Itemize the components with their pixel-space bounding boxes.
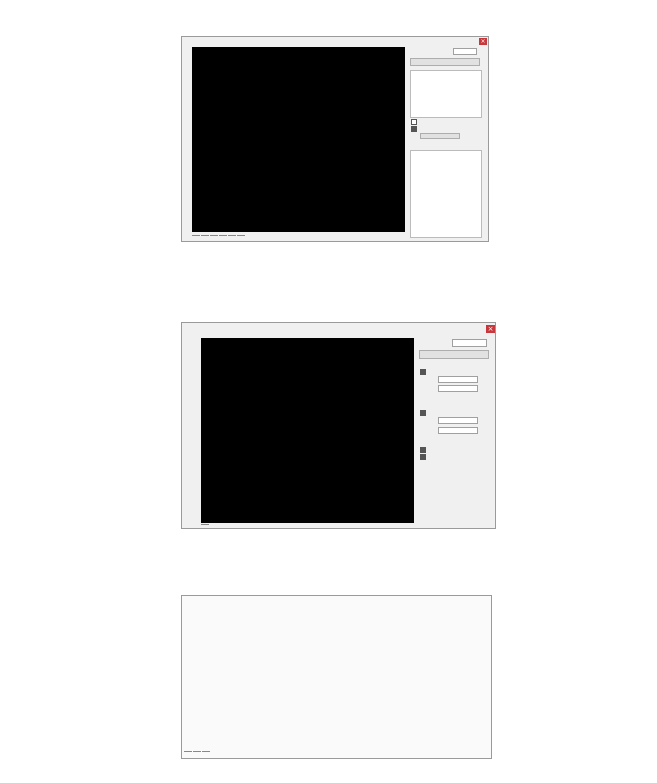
amp-q-max-input[interactable] <box>438 417 478 424</box>
checkbox-checked-icon <box>420 454 426 460</box>
constellation-auto-set-button[interactable] <box>419 350 489 359</box>
amp-q-min-input[interactable] <box>438 427 478 434</box>
tab-q-factor[interactable] <box>201 235 209 236</box>
checkbox-icon <box>411 119 417 125</box>
tab-min-ber[interactable] <box>210 235 218 236</box>
eye-tab-bar <box>192 232 246 237</box>
tab-eye[interactable] <box>192 235 200 236</box>
constellation-graph <box>201 338 414 523</box>
tab-amplitude[interactable] <box>201 524 209 525</box>
eye-histogram-button[interactable] <box>420 133 460 139</box>
eye-region-panel <box>410 150 482 238</box>
eye-diagram-window <box>181 36 489 242</box>
tab-script[interactable] <box>202 751 210 752</box>
tab-report[interactable] <box>193 751 201 752</box>
constellation-window <box>181 322 496 529</box>
tab-histograms[interactable] <box>237 235 245 236</box>
tab-height[interactable] <box>228 235 236 236</box>
tab-threshold[interactable] <box>219 235 227 236</box>
checkbox-checked-icon <box>420 447 426 453</box>
amp-q-auto-range[interactable] <box>420 410 428 416</box>
amp-i-auto-range[interactable] <box>420 369 428 375</box>
constellation-signal-index-input[interactable] <box>452 339 487 347</box>
eye-signal-index-input[interactable] <box>453 48 477 55</box>
checkbox-checked-icon <box>411 126 417 132</box>
eye-auto-set-button[interactable] <box>410 58 480 66</box>
amp-i-min-input[interactable] <box>438 385 478 392</box>
amp-i-max-input[interactable] <box>438 376 478 383</box>
circuit-layout-window <box>181 595 492 759</box>
tab-main-layout[interactable] <box>184 751 192 752</box>
eye-color-palette[interactable] <box>412 141 478 149</box>
circuit-tab-bar <box>184 749 211 753</box>
checkbox-checked-icon <box>420 410 426 416</box>
eye-close-button[interactable]: × <box>480 38 486 45</box>
constellation-color-grade[interactable] <box>420 454 428 460</box>
constellation-plot-area <box>201 338 414 523</box>
checkbox-checked-icon <box>420 369 426 375</box>
circuit-diagram <box>182 596 493 760</box>
constellation-invert-colors[interactable] <box>420 447 428 453</box>
eye-plot-area <box>192 47 405 232</box>
eye-diagram-graph <box>192 47 405 232</box>
constellation-close-button[interactable]: × <box>487 325 494 333</box>
constellation-tab-bar <box>201 521 210 527</box>
eye-color-grade[interactable] <box>411 126 419 132</box>
eye-invert-colors[interactable] <box>411 119 419 125</box>
eye-analysis-panel <box>410 70 482 118</box>
